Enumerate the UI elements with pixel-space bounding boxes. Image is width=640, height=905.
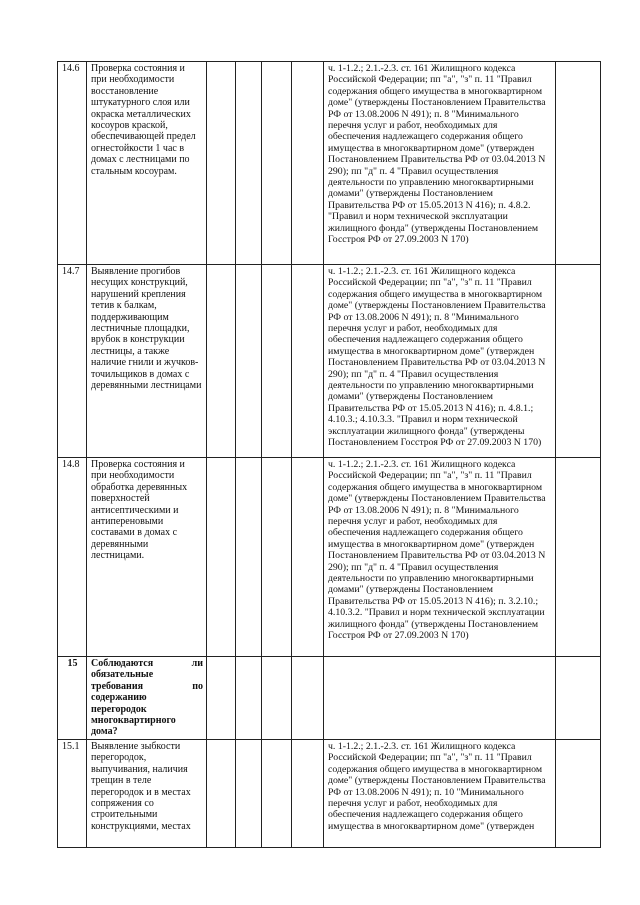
table-row bbox=[58, 265, 601, 458]
section-header-row bbox=[58, 657, 601, 740]
answer-cell-extra bbox=[292, 62, 324, 265]
answer-cell-na bbox=[262, 458, 292, 657]
table-row bbox=[58, 740, 601, 848]
item-number: 14.6 bbox=[58, 62, 87, 265]
notes-cell bbox=[556, 62, 601, 265]
answer-cell-no bbox=[236, 265, 262, 458]
answer-cell-na bbox=[262, 62, 292, 265]
item-number: 14.7 bbox=[58, 265, 87, 458]
answer-cell-extra bbox=[292, 657, 324, 740]
table-row bbox=[58, 458, 601, 657]
answer-cell-yes bbox=[207, 657, 236, 740]
answer-cell-no bbox=[236, 62, 262, 265]
answer-cell-yes bbox=[207, 458, 236, 657]
section-number: 15 bbox=[58, 657, 87, 740]
answer-cell-na bbox=[262, 740, 292, 848]
item-number: 15.1 bbox=[58, 740, 87, 848]
section-reference bbox=[324, 657, 556, 740]
item-number: 14.8 bbox=[58, 458, 87, 657]
answer-cell-no bbox=[236, 740, 262, 848]
answer-cell-extra bbox=[292, 458, 324, 657]
table-row bbox=[58, 62, 601, 265]
item-reference: ч. 1-1.2.; 2.1.-2.3. ст. 161 Жилищного кодекса Российской Федерации; пп "а", "з" п. 11 "Правил содержания общего имущества в многоквартирном доме" (утверждены Постановлением Правительства РФ от 13.08.2006 N 491); п. 10 "Минимального перечня услуг и работ, необходимых для обеспечения надлежащего содержания общего имущества в многоквартирном доме" (утвержден bbox=[324, 740, 556, 848]
item-question: Проверка состояния и при необходимости обработка деревянных поверхностей антисептическими и антипереновыми составами в домах с деревянными лестницами. bbox=[87, 458, 207, 657]
item-question: Выявление прогибов несущих конструкций, нарушений крепления тетив к балкам, поддерживающим лестничные площадки, врубок в конструкции лестницы, а также наличие гнили и жучков-точильщиков в домах с деревянными лестницами bbox=[87, 265, 207, 458]
answer-cell-extra bbox=[292, 265, 324, 458]
notes-cell bbox=[556, 265, 601, 458]
notes-cell bbox=[556, 740, 601, 848]
answer-cell-no bbox=[236, 657, 262, 740]
section-question: Соблюдаются ли обязательные требования по содержанию перегородок многоквартирного дома? bbox=[87, 657, 207, 740]
answer-cell-extra bbox=[292, 740, 324, 848]
answer-cell-na bbox=[262, 657, 292, 740]
notes-cell bbox=[556, 657, 601, 740]
answer-cell-na bbox=[262, 265, 292, 458]
item-reference: ч. 1-1.2.; 2.1.-2.3. ст. 161 Жилищного кодекса Российской Федерации; пп "а", "з" п. 11 "Правил содержания общего имущества в многоквартирном доме" (утверждены Постановлением Правительства РФ от 13.08.2006 N 491); п. 8 "Минимального перечня услуг и работ, необходимых для обеспечения надлежащего содержания общего имущества в многоквартирном доме" (утвержден Постановлением Правительства РФ от 03.04.2013 N 290); пп "д" п. 4 "Правил осуществления деятельности по управлению многоквартирными домами" (утверждены Постановлением Правительства РФ от 15.05.2013 N 416); п. 4.8.1.; 4.10.3.; 4.10.3.3. "Правил и норм технической эксплуатации жилищного фонда" (утверждены Постановлением Госстроя РФ от 27.09.2003 N 170) bbox=[324, 265, 556, 458]
answer-cell-yes bbox=[207, 265, 236, 458]
item-question: Выявление зыбкости перегородок, выпучивания, наличия трещин в теле перегородок и в местах сопряжения со строительными конструкциями, местах bbox=[87, 740, 207, 848]
answer-cell-no bbox=[236, 458, 262, 657]
item-reference: ч. 1-1.2.; 2.1.-2.3. ст. 161 Жилищного кодекса Российской Федерации; пп "а", "з" п. 11 "Правил содержания общего имущества в многоквартирном доме" (утверждены Постановлением Правительства РФ от 13.08.2006 N 491); п. 8 "Минимального перечня услуг и работ, необходимых для обеспечения надлежащего содержания общего имущества в многоквартирном доме" (утвержден Постановлением Правительства РФ от 03.04.2013 N 290); пп "д" п. 4 "Правил осуществления деятельности по управлению многоквартирными домами" (утверждены Постановлением Правительства РФ от 15.05.2013 N 416); п. 3.2.10.; 4.10.3.2. "Правил и норм технической эксплуатации жилищного фонда" (утверждены Постановлением Госстроя РФ от 27.09.2003 N 170) bbox=[324, 458, 556, 657]
notes-cell bbox=[556, 458, 601, 657]
answer-cell-yes bbox=[207, 740, 236, 848]
item-reference: ч. 1-1.2.; 2.1.-2.3. ст. 161 Жилищного кодекса Российской Федерации; пп "а", "з" п. 11 "Правил содержания общего имущества в многоквартирном доме" (утверждены Постановлением Правительства РФ от 13.08.2006 N 491); п. 8 "Минимального перечня услуг и работ, необходимых для обеспечения надлежащего содержания общего имущества в многоквартирном доме" (утвержден Постановлением Правительства РФ от 03.04.2013 N 290); пп "д" п. 4 "Правил осуществления деятельности по управлению многоквартирными домами" (утверждены Постановлением Правительства РФ от 15.05.2013 N 416); п. 4.8.2. "Правил и норм технической эксплуатации жилищного фонда" (утверждены Постановлением Госстроя РФ от 27.09.2003 N 170) bbox=[324, 62, 556, 265]
checklist-table bbox=[57, 61, 601, 848]
answer-cell-yes bbox=[207, 62, 236, 265]
item-question: Проверка состояния и при необходимости восстановление штукатурного слоя или окраска металлических косоуров краской, обеспечивающей предел огнестойкости 1 час в домах с лестницами по стальным косоурам. bbox=[87, 62, 207, 265]
